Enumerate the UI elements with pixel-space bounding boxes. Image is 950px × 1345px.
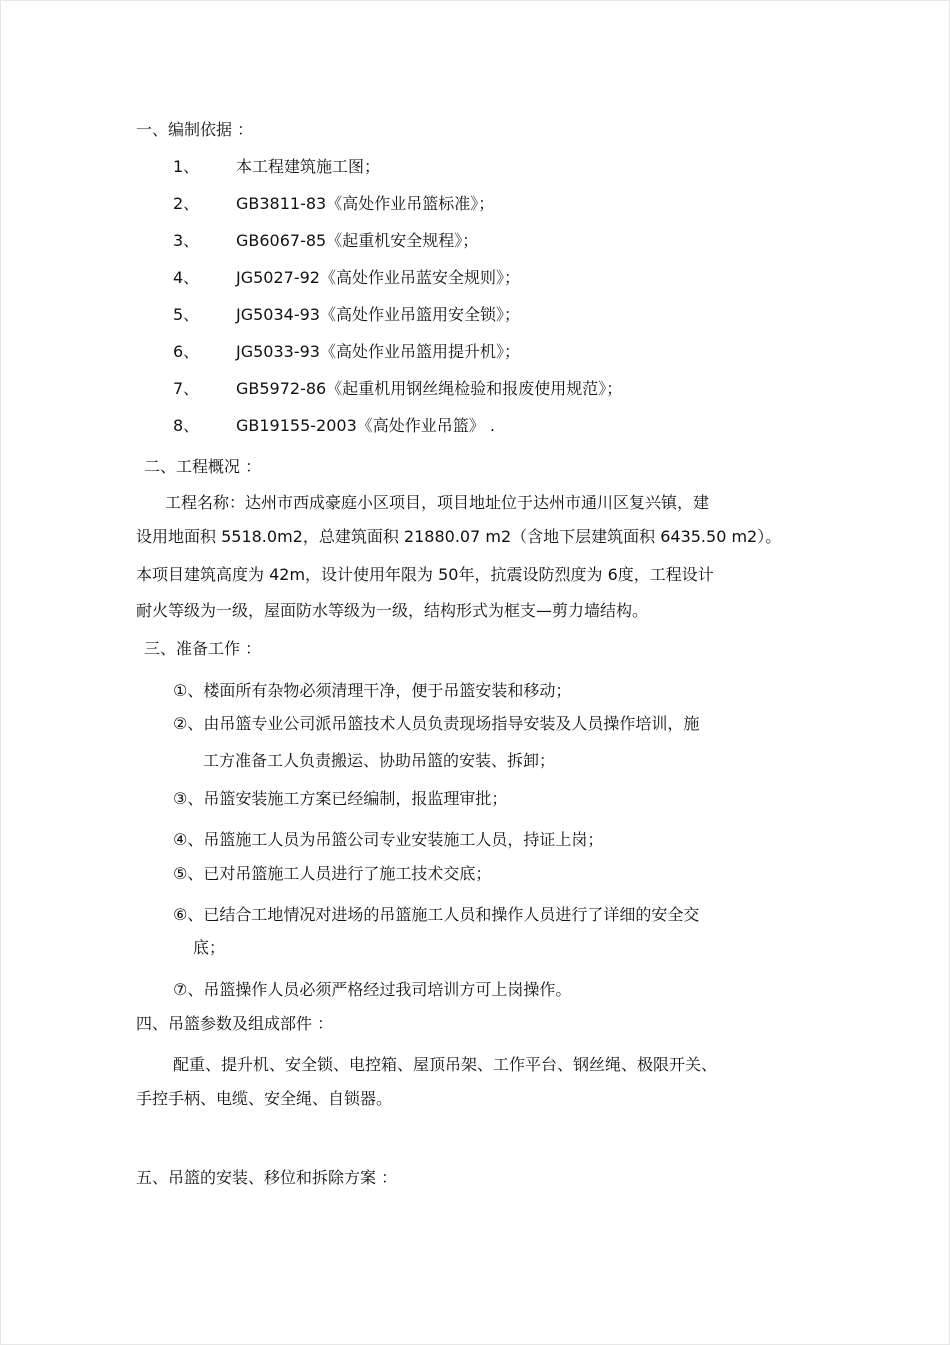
paragraph-line: 本项目建筑高度为 42m，设计使用年限为 50年，抗震设防烈度为 6度，工程设计: [136, 565, 714, 584]
section5-heading: 五、吊篮的安装、移位和拆除方案 ：: [136, 1168, 398, 1187]
item-text: JG5027-92《高处作业吊蓝安全规则》；: [236, 268, 520, 287]
list-item-continuation: 底；: [193, 938, 226, 957]
section4-heading: 四、吊篮参数及组成部件 ：: [136, 1014, 334, 1033]
item-text: GB3811-83《高处作业吊篮标准》；: [236, 194, 495, 213]
list-item: ⑥、已结合工地情况对进场的吊篮施工人员和操作人员进行了详细的安全交: [173, 905, 700, 924]
list-item: ①、楼面所有杂物必须清理干净，便于吊篮安装和移动；: [173, 681, 572, 700]
item-number: 4、: [173, 268, 200, 287]
item-number: 5、: [173, 305, 200, 324]
list-item: ⑦、吊篮操作人员必须严格经过我司培训方可上岗操作。: [173, 980, 572, 999]
list-item: ③、吊篮安装施工方案已经编制，报监理审批；: [173, 789, 508, 808]
item-number: 6、: [173, 342, 200, 361]
list-item: ②、由吊篮专业公司派吊篮技术人员负责现场指导安装及人员操作培训，施: [173, 714, 700, 733]
item-number: 3、: [173, 231, 200, 250]
item-text: JG5034-93《高处作业吊篮用安全锁》；: [236, 305, 520, 324]
section1-heading: 一、编制依据 ：: [136, 120, 254, 139]
item-text: GB19155-2003《高处作业吊篮》 .: [236, 416, 495, 435]
item-number: 2、: [173, 194, 200, 213]
item-text: GB5972-86《起重机用钢丝绳检验和报废使用规范》；: [236, 379, 623, 398]
item-number: 8、: [173, 416, 200, 435]
item-text: 本工程建筑施工图；: [236, 157, 381, 176]
paragraph-line: 工程名称：达州市西成豪庭小区项目，项目地址位于达州市通川区复兴镇，建: [165, 493, 710, 512]
paragraph-line: 耐火等级为一级，屋面防水等级为一级，结构形式为框支—剪力墙结构。: [136, 601, 649, 620]
paragraph-line: 手控手柄、电缆、安全绳、自锁器。: [136, 1089, 393, 1108]
section2-heading: 二、工程概况 ：: [144, 457, 262, 476]
item-text: JG5033-93《高处作业吊篮用提升机》；: [236, 342, 520, 361]
paragraph-line: 配重、提升机、安全锁、电控箱、屋顶吊架、工作平台、钢丝绳、极限开关、: [173, 1055, 718, 1074]
paragraph-line: 设用地面积 5518.0m2，总建筑面积 21880.07 m2（含地下层建筑面积 6435.50 m2）。: [136, 527, 782, 546]
list-item: ⑤、已对吊篮施工人员进行了施工技术交底；: [173, 864, 492, 883]
section3-heading: 三、准备工作 ：: [144, 639, 262, 658]
item-text: GB6067-85《起重机安全规程》；: [236, 231, 479, 250]
list-item: ④、吊篮施工人员为吊篮公司专业安装施工人员，持证上岗；: [173, 830, 604, 849]
list-item-continuation: 工方准备工人负责搬运、协助吊篮的安装、拆卸；: [203, 751, 556, 770]
item-number: 1、: [173, 157, 200, 176]
item-number: 7、: [173, 379, 200, 398]
